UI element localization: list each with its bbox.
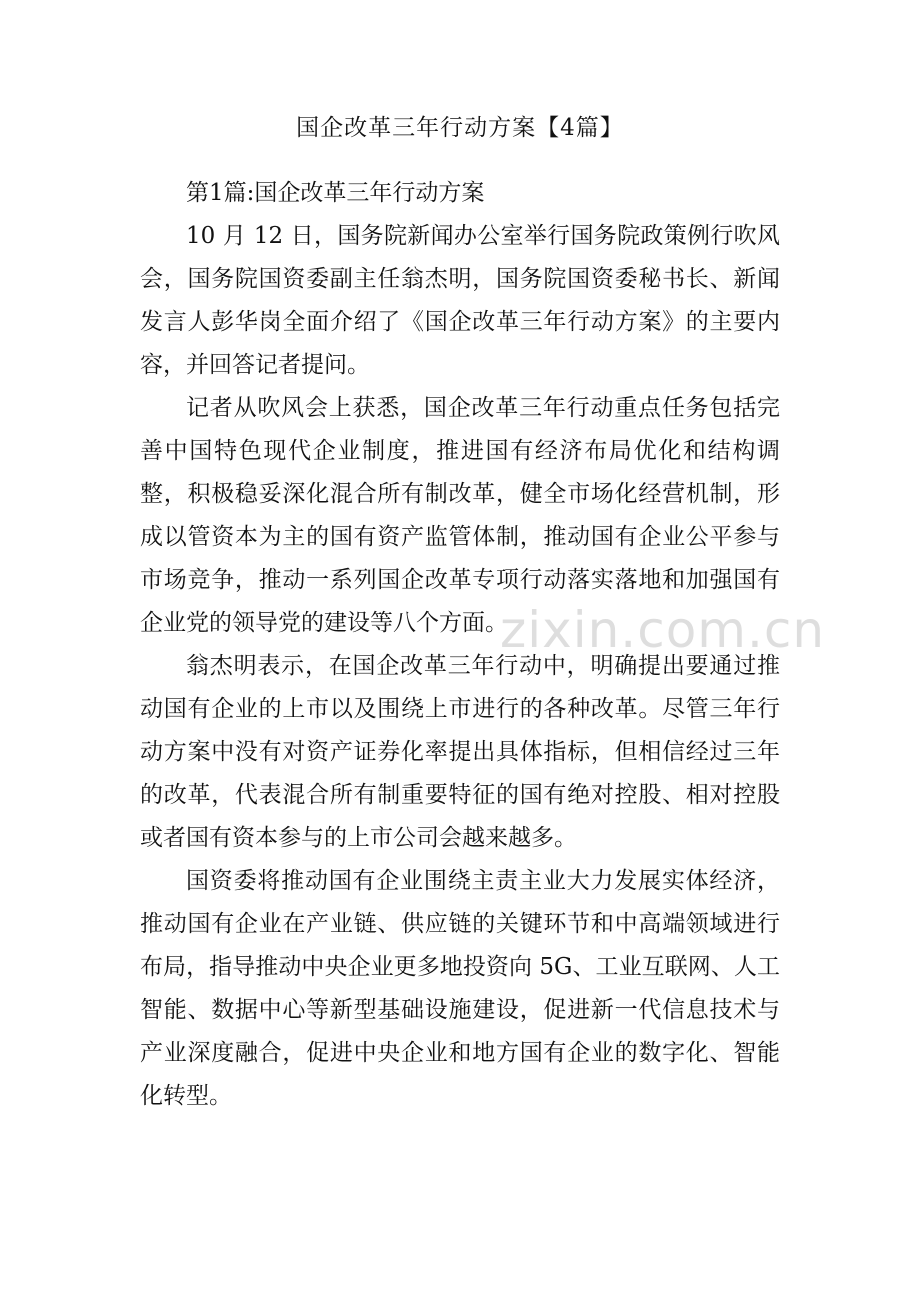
document-body [140, 172, 780, 1118]
document-title: 国企改革三年行动方案【4篇】 [296, 115, 624, 141]
paragraph-4: 国资委将推动国有企业围绕主责主业大力发展实体经济，推动国有企业在产业链、供应链的关键环节和中高端领域进行布局，指导推动中央企业更多地投资向 5G、工业互联网、人工智能、数据中心等新型基础设施建设，促进新一代信息技术与产业深度融合，促进中央企业和地方国有企业的数字化、智能化转型。 [140, 868, 780, 1109]
paragraph-1: 10 月 12 日，国务院新闻办公室举行国务院政策例行吹风会，国务院国资委副主任翁杰明，国务院国资委秘书长、新闻发言人彭华岗全面介绍了《国企改革三年行动方案》的主要内容，并回答记者提问。 [140, 223, 780, 378]
paragraph-2: 记者从吹风会上获悉，国企改革三年行动重点任务包括完善中国特色现代企业制度，推进国有经济布局优化和结构调整，积极稳妥深化混合所有制改革，健全市场化经营机制，形成以管资本为主的国有资产监管体制，推动国有企业公平参与市场竞争，推动一系列国企改革专项行动落实落地和加强国有企业党的领导党的建设等八个方面。 [140, 395, 780, 636]
section-heading: 第1篇:国企改革三年行动方案 [186, 180, 485, 206]
watermark: zixin.com.cn [500, 601, 826, 659]
paragraph-3: 翁杰明表示，在国企改革三年行动中，明确提出要通过推动国有企业的上市以及围绕上市进行的各种改革。尽管三年行动方案中没有对资产证券化率提出具体指标，但相信经过三年的改革，代表混合所有制重要特征的国有绝对控股、相对控股或者国有资本参与的上市公司会越来越多。 [140, 653, 780, 851]
